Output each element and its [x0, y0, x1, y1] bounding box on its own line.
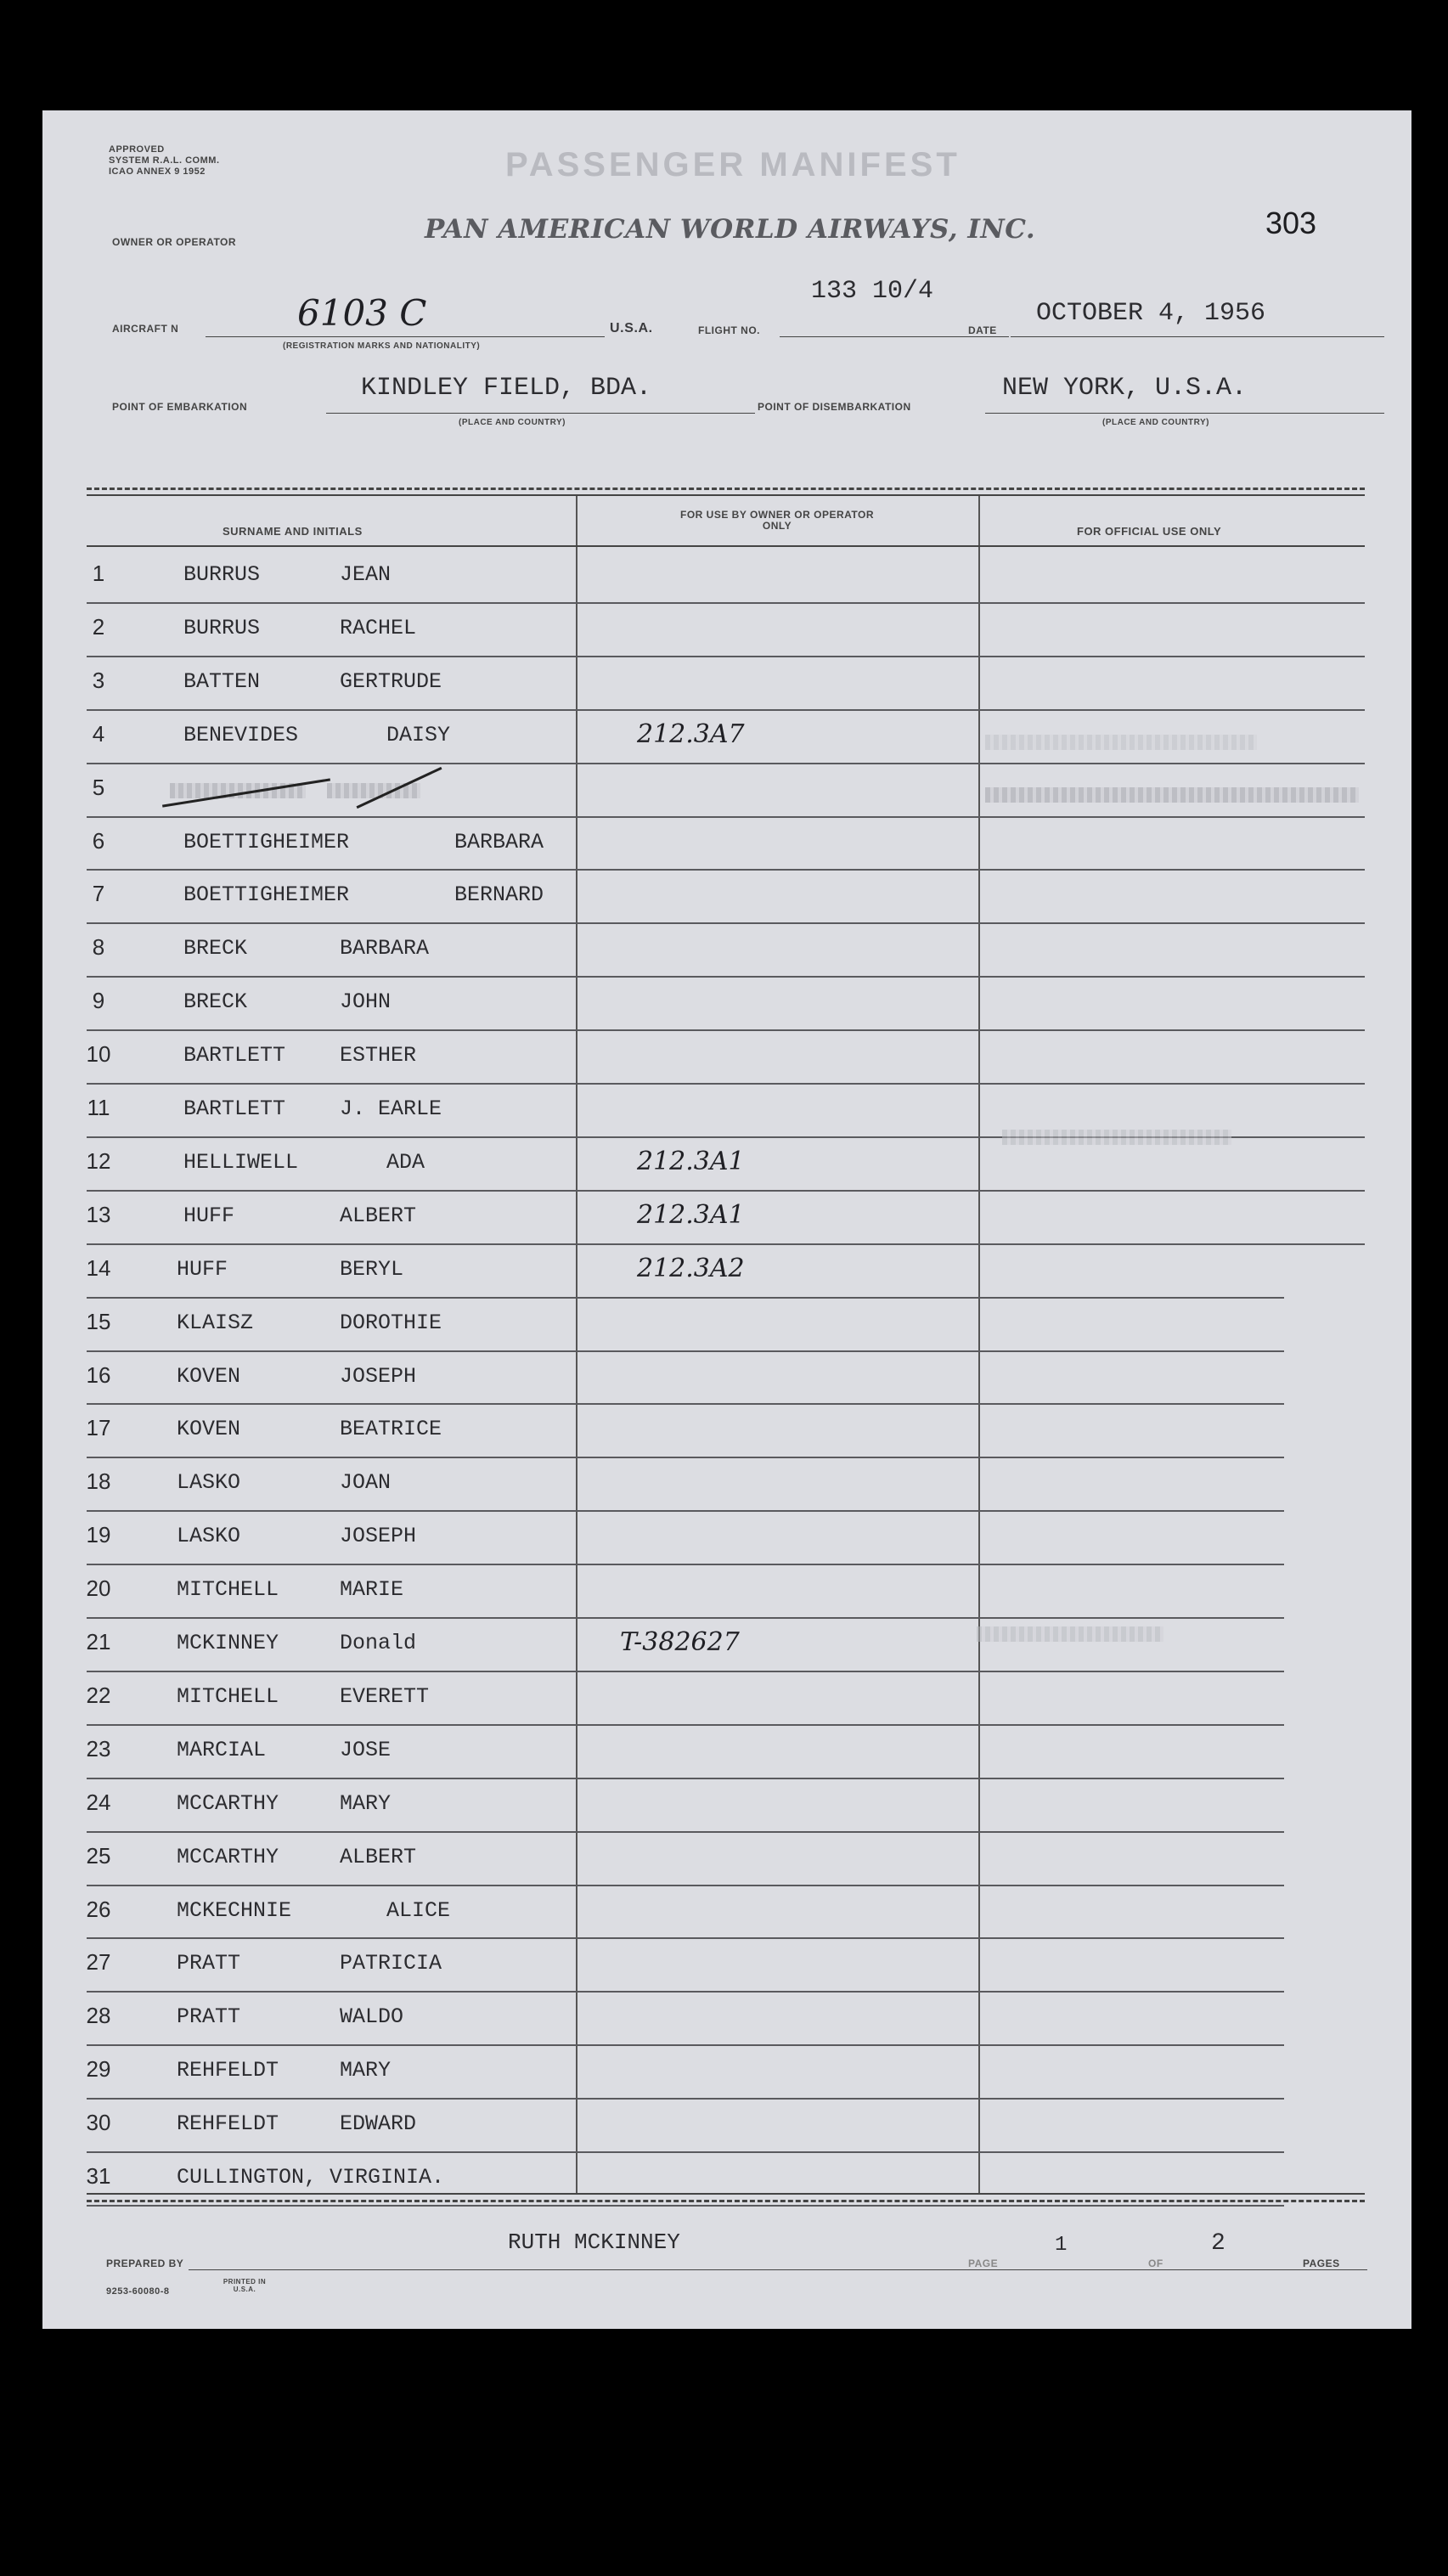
passenger-surname: MCKECHNIE: [177, 1897, 292, 1923]
header-rule: [87, 545, 1365, 547]
row-rule: [87, 1457, 1284, 1458]
row-rule: [87, 1029, 1365, 1031]
row-number: 28: [86, 2003, 111, 2029]
row-rule: [87, 1403, 1284, 1405]
official-smudge: [977, 1626, 1163, 1642]
passenger-surname: MCCARTHY: [177, 1844, 279, 1869]
printed-in: PRINTED IN U.S.A.: [223, 2278, 267, 2293]
passenger-given-name: BERNARD: [454, 882, 544, 908]
passenger-given-name: MARY: [340, 2058, 392, 2083]
passenger-given-name: ALICE: [386, 1897, 451, 1923]
passenger-surname: MARCIAL: [177, 1737, 267, 1762]
row-number: 13: [86, 1201, 111, 1227]
passenger-surname: CULLINGTON, VIRGINIA.: [177, 2165, 445, 2190]
passenger-surname: HUFF: [183, 1203, 235, 1228]
passenger-given-name: PATRICIA: [340, 1951, 442, 1976]
passenger-given-name: EVERETT: [340, 1683, 430, 1709]
passenger-surname: BOETTIGHEIMER: [183, 829, 350, 854]
row-rule: [87, 869, 1365, 871]
row-rule: [87, 1243, 1365, 1245]
embark-sublabel: (PLACE AND COUNTRY): [459, 418, 566, 427]
disembark-label: POINT OF DISEMBARKATION: [758, 401, 911, 413]
disembark-sublabel: (PLACE AND COUNTRY): [1102, 418, 1209, 427]
row-rule: [87, 816, 1365, 818]
passenger-surname: BRECK: [183, 936, 248, 961]
passenger-surname: BARTLETT: [183, 1096, 286, 1121]
row-rule: [87, 1991, 1284, 1993]
passenger-given-name: Donald: [340, 1631, 417, 1655]
passenger-given-name: DAISY: [386, 722, 451, 747]
row-rule: [87, 1350, 1284, 1352]
aircraft-sublabel: (REGISTRATION MARKS AND NATIONALITY): [283, 341, 481, 351]
aircraft-label: AIRCRAFT N: [112, 323, 179, 335]
operator-code: 212.3A1: [637, 1199, 745, 1230]
page-label: PAGE: [968, 2258, 999, 2269]
passenger-given-name: ADA: [386, 1149, 425, 1175]
row-number: 22: [86, 1682, 111, 1708]
crossed-out-entry: [161, 780, 518, 800]
passenger-surname: BARTLETT: [183, 1043, 286, 1068]
official-smudge: [985, 787, 1359, 803]
row-rule: [87, 1724, 1284, 1726]
passenger-given-name: MARY: [340, 1790, 392, 1816]
row-rule: [87, 1937, 1284, 1939]
row-number: 18: [86, 1468, 111, 1495]
row-rule: [87, 1190, 1365, 1192]
passenger-surname: KLAISZ: [177, 1310, 254, 1335]
row-number: 29: [86, 2056, 111, 2083]
official-smudge: [1002, 1130, 1231, 1145]
table-bottom-rule-2: [87, 2200, 1365, 2202]
passenger-given-name: RACHEL: [340, 615, 417, 640]
row-number: 17: [86, 1415, 111, 1441]
approval-line-3: ICAO ANNEX 9 1952: [109, 166, 206, 177]
row-rule: [87, 1564, 1284, 1565]
col-header-surname: SURNAME AND INITIALS: [223, 525, 363, 538]
row-rule: [87, 1083, 1365, 1085]
passenger-surname: BOETTIGHEIMER: [183, 882, 350, 908]
row-rule: [87, 2151, 1284, 2153]
passenger-given-name: EDWARD: [340, 2111, 417, 2137]
passenger-surname: BATTEN: [183, 668, 261, 694]
passenger-given-name: BARBARA: [454, 829, 544, 854]
passenger-surname: PRATT: [177, 2004, 241, 2030]
embark-underline: [326, 413, 755, 414]
passenger-given-name: WALDO: [340, 2004, 404, 2030]
passenger-surname: PRATT: [177, 1951, 241, 1976]
row-rule: [87, 2044, 1284, 2046]
row-number: 27: [86, 1949, 111, 1976]
row-number: 30: [86, 2110, 111, 2136]
row-number: 26: [86, 1896, 111, 1922]
owner-label: OWNER OR OPERATOR: [112, 236, 237, 248]
col-divider-1: [576, 496, 578, 2195]
passenger-given-name: DOROTHIE: [340, 1310, 442, 1335]
passenger-given-name: MARIE: [340, 1577, 404, 1603]
passenger-surname: REHFELDT: [177, 2111, 279, 2137]
passenger-given-name: ALBERT: [340, 1203, 417, 1228]
operator-code: 212.3A7: [637, 719, 745, 749]
passenger-given-name: JEAN: [340, 562, 392, 587]
row-rule: [87, 1671, 1284, 1672]
row-number: 5: [92, 774, 105, 800]
nationality: U.S.A.: [610, 321, 653, 335]
row-number: 21: [86, 1629, 111, 1654]
passenger-surname: REHFELDT: [177, 2058, 279, 2083]
row-number: 8: [92, 934, 105, 961]
operator-code: T-382627: [620, 1627, 740, 1657]
pages-label: PAGES: [1303, 2258, 1340, 2269]
date-underline: [1011, 336, 1384, 337]
flight-label: FLIGHT NO.: [698, 324, 760, 336]
passenger-given-name: JOAN: [340, 1470, 392, 1496]
passenger-surname: LASKO: [177, 1470, 241, 1496]
row-number: 19: [86, 1522, 111, 1548]
table-top-rule-2: [87, 494, 1365, 496]
passenger-surname: BURRUS: [183, 615, 261, 640]
passenger-surname: MCCARTHY: [177, 1790, 279, 1816]
aircraft-value: 6103 C: [297, 292, 427, 334]
page-stamp: 303: [1265, 206, 1317, 240]
passenger-surname: MITCHELL: [177, 1577, 279, 1603]
passenger-surname: MITCHELL: [177, 1683, 279, 1709]
passenger-given-name: JOHN: [340, 989, 392, 1015]
row-rule: [87, 1885, 1284, 1886]
form-title: PASSENGER MANIFEST: [505, 146, 961, 183]
passenger-surname: HUFF: [177, 1256, 228, 1282]
passenger-given-name: JOSE: [340, 1737, 392, 1762]
row-number: 6: [92, 827, 105, 854]
table-bottom-rule: [87, 2193, 1365, 2195]
passenger-given-name: J. EARLE: [340, 1096, 442, 1121]
operator-code: 212.3A1: [637, 1146, 745, 1176]
of-label: OF: [1148, 2258, 1163, 2269]
operator-code: 212.3A2: [637, 1253, 745, 1283]
of-value: 2: [1211, 2230, 1225, 2257]
row-rule: [87, 602, 1365, 604]
date-value: OCTOBER 4, 1956: [1036, 299, 1266, 328]
row-number: 9: [92, 988, 105, 1014]
passenger-surname: BURRUS: [183, 562, 261, 587]
row-number: 25: [86, 1842, 111, 1869]
embark-label: POINT OF EMBARKATION: [112, 401, 248, 413]
passenger-surname: BENEVIDES: [183, 722, 299, 747]
approval-line-1: APPROVED: [109, 144, 165, 155]
row-number: 24: [86, 1789, 111, 1815]
disembark-value: NEW YORK, U.S.A.: [1002, 374, 1248, 403]
passenger-surname: HELLIWELL: [183, 1149, 299, 1175]
flight-underline: [780, 336, 1009, 337]
row-rule: [87, 1297, 1284, 1299]
date-label: DATE: [968, 324, 997, 336]
row-number: 31: [86, 2163, 111, 2189]
row-rule: [87, 1617, 1284, 1619]
row-rule: [87, 976, 1365, 978]
passenger-given-name: BEATRICE: [340, 1417, 442, 1442]
col-divider-2: [978, 496, 980, 2195]
aircraft-underline: [206, 336, 605, 337]
page-value: 1: [1055, 2234, 1068, 2257]
passenger-surname: BRECK: [183, 989, 248, 1015]
row-number: 16: [86, 1361, 111, 1388]
row-rule: [87, 1778, 1284, 1779]
prepared-underline: [189, 2269, 1051, 2270]
row-rule: [87, 709, 1365, 711]
col-header-official: FOR OFFICIAL USE ONLY: [1077, 525, 1222, 538]
row-number: 20: [86, 1575, 111, 1602]
embark-value: KINDLEY FIELD, BDA.: [361, 374, 652, 403]
form-number: 9253-60080-8: [106, 2286, 170, 2297]
passenger-given-name: ESTHER: [340, 1043, 417, 1068]
row-number: 3: [92, 667, 105, 693]
operator-name: PAN AMERICAN WORLD AIRWAYS, INC.: [425, 214, 1036, 245]
prepared-value: RUTH MCKINNEY: [508, 2229, 680, 2255]
page-underline: [1011, 2269, 1367, 2270]
row-number: 2: [92, 613, 105, 640]
row-number: 7: [92, 881, 105, 907]
row-number: 23: [86, 1735, 111, 1761]
passenger-given-name: JOSEPH: [340, 1524, 417, 1549]
passenger-given-name: BERYL: [340, 1256, 404, 1282]
row-number: 12: [86, 1147, 111, 1174]
passenger-given-name: ALBERT: [340, 1844, 417, 1869]
passenger-surname: MCKINNEY: [177, 1631, 279, 1655]
official-smudge: [985, 735, 1257, 750]
row-rule: [87, 2098, 1284, 2100]
passenger-surname: KOVEN: [177, 1417, 241, 1442]
row-rule: [87, 922, 1365, 924]
passenger-given-name: BARBARA: [340, 936, 430, 961]
passenger-surname: KOVEN: [177, 1363, 241, 1389]
table-top-rule: [87, 488, 1365, 490]
row-number: 1: [92, 561, 105, 586]
passenger-given-name: GERTRUDE: [340, 668, 442, 694]
row-number: 14: [86, 1254, 111, 1281]
disembark-underline: [985, 413, 1384, 414]
manifest-page: [42, 110, 1411, 2329]
row-rule: [87, 763, 1365, 764]
row-number: 11: [87, 1095, 110, 1120]
row-number: 10: [86, 1041, 111, 1068]
passenger-surname: LASKO: [177, 1524, 241, 1549]
col-header-operator: FOR USE BY OWNER OR OPERATOR ONLY: [679, 509, 875, 532]
row-rule: [87, 656, 1365, 657]
prepared-label: PREPARED BY: [106, 2258, 184, 2269]
row-number: 4: [92, 720, 105, 747]
row-rule: [87, 1831, 1284, 1833]
approval-stamp: [109, 144, 220, 178]
approval-line-2: SYSTEM R.A.L. COMM.: [109, 155, 220, 166]
row-rule: [87, 1510, 1284, 1512]
passenger-given-name: JOSEPH: [340, 1363, 417, 1389]
row-rule: [87, 2205, 1284, 2207]
flight-value: 133 10/4: [811, 277, 934, 306]
row-number: 15: [86, 1308, 111, 1334]
